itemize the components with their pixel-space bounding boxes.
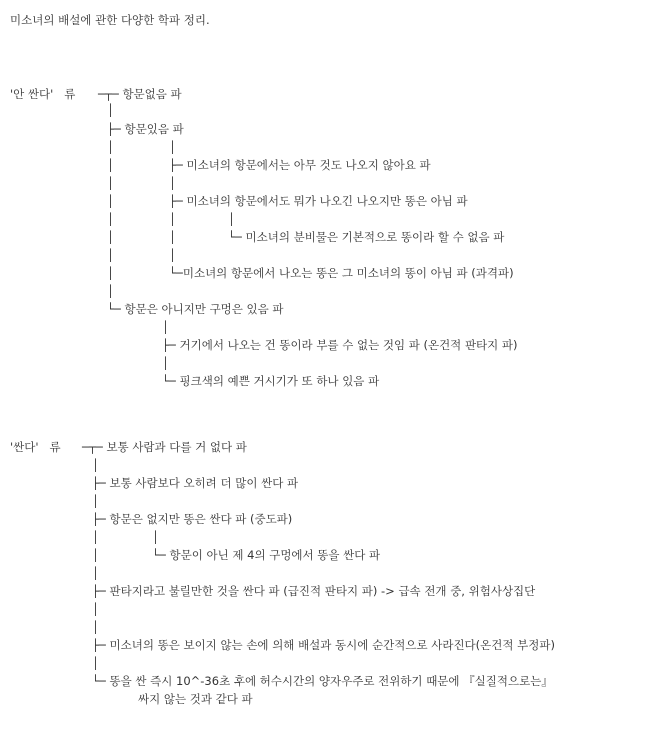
tree-line: │ [169,248,176,262]
tree-guide: │ [92,548,99,562]
tree-line: │ [92,656,99,670]
tree-line: └─미소녀의 항문에서 나오는 똥은 그 미소녀의 똥이 아님 파 (과격파) [169,266,514,280]
tree-line: │ [92,458,99,472]
tree-guide: │ [107,212,114,226]
tree-connector: ─ [98,87,105,101]
tree-line: └─ 핑크색의 예쁜 거시기가 또 하나 있음 파 [162,374,380,388]
tree-line: ─┬─ 보통 사람과 다를 거 없다 파 [82,440,247,454]
tree-guide: │ [107,248,114,262]
tree-line: ├─ 판타지라고 불릴만한 것을 싼다 파 (급진적 판타지 파) -> 급속 전개 중, 위험사상집단 [92,584,536,598]
tree-guide: │ [107,266,114,280]
tree-guide: │ [92,620,99,634]
tree-line: └─ 항문은 아니지만 구멍은 있음 파 [107,302,284,316]
tree-line: │ [169,176,176,190]
tree-guide: │ [107,230,114,244]
tree-line: │ [107,284,114,298]
tree-guide: │ [169,230,176,244]
tree-guide: │ [169,212,176,226]
tree-line: │ [92,494,99,508]
tree-line: │ [169,140,176,154]
tree-line: ├─ 항문은 없지만 똥은 싼다 파 (중도파) [92,512,293,526]
tree-line: │ [107,103,114,117]
tree-line: │ [228,212,235,226]
tree-line: ├─ 거기에서 나오는 건 똥이라 부를 수 없는 것임 파 (온건적 판타지 파) [162,338,518,352]
tree-line: └─ 미소녀의 분비물은 기본적으로 똥이라 할 수 없음 파 [228,230,505,244]
tree-line: ├─ 보통 사람보다 오히려 더 많이 싼다 파 [92,476,299,490]
tree-line: │ [152,530,159,544]
tree-line: │ [92,602,99,616]
tree-guide: │ [107,158,114,172]
tree-guide: │ [107,176,114,190]
tree-line: ├─ 미소녀의 항문에서도 뭐가 나오긴 나오지만 똥은 아님 파 [169,194,468,208]
tree-line: │ [162,320,169,334]
tree-line: ├─ 미소녀의 똥은 보이지 않는 손에 의해 배설과 동시에 순간적으로 사라진다(온건적 부정파) [92,638,555,652]
tree-line: ├─ 미소녀의 항문에서는 아무 것도 나오지 않아요 파 [169,158,431,172]
tree-connector: ─ [82,440,89,454]
tree-guide: │ [92,530,99,544]
tree-line: 싸지 않는 것과 같다 파 [138,692,253,706]
tree-line: └─ 항문이 아닌 제 4의 구멍에서 똥을 싼다 파 [152,548,381,562]
tree-line: ├─ 항문있음 파 [107,122,184,136]
section1-label: '안 싼다' 류 [10,87,76,101]
tree-line: └─ 똥을 싼 즉시 10^-36초 후에 허수시간의 양자우주로 전위하기 때문에 『실질적으로는』 [92,674,553,688]
tree-line: │ [92,566,99,580]
tree-line: ─┬─ 항문없음 파 [98,87,182,101]
tree-guide: │ [107,194,114,208]
section2-label: '싼다' 류 [10,440,61,454]
tree-line: │ [162,356,169,370]
tree-guide: │ [107,140,114,154]
page-title: 미소녀의 배설에 관한 다양한 학파 정리. [10,13,210,27]
